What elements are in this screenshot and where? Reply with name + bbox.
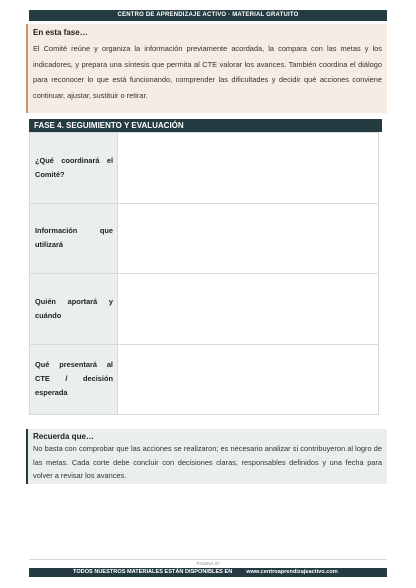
intro-text: El Comité reúne y organiza la información previamente acordada, la compara con las metas y los indicadores, y prepara una síntesis que permita al CTE valorar los avances. También coordina el diálogo para reconocer lo que está funcionando, comprender las dificultades y decidir qué acciones conviene continuar, ajustar, sustituir o retirar. [33,44,382,100]
table-row [30,203,379,274]
row-answer-cell[interactable] [118,274,379,345]
phase-table [29,132,379,415]
row-question: Quién aportará y cuándo [30,274,118,345]
recuerda-title: Recuerda que… [33,432,94,441]
table-row [30,274,379,345]
intro-title: En esta fase… [33,28,88,37]
recuerda-box [26,429,387,484]
phase-title: FASE 4. SEGUIMIENTO Y EVALUACIÓN [29,119,382,132]
footer-link[interactable]: www.centroaprendizajeactivo.com [246,569,338,575]
row-question: Información que utilizará [30,203,118,274]
intro-box [26,24,387,113]
row-question: ¿Qué coordinará el Comité? [30,133,118,204]
recuerda-text: No basta con comprobar que las acciones se realizaron; es necesario analizar si contribuyeron al logro de las metas. Cada corte debe concluir con decisiones claras, responsables definidos y una fecha para volver a revisar los avances. [33,444,382,480]
footer-text: TODOS NUESTROS MATERIALES ESTÁN DISPONIBLES EN [73,569,233,575]
row-question: Qué presentará al CTE / decisión esperada [30,344,118,415]
row-answer-cell[interactable] [118,133,379,204]
table-row [30,344,379,415]
top-banner: CENTRO DE APRENDIZAJE ACTIVO · MATERIAL GRATUITO [29,10,387,21]
page-number: PÁGINA 37 [196,561,220,566]
bottom-banner [29,568,387,577]
row-answer-cell[interactable] [118,344,379,415]
row-answer-cell[interactable] [118,203,379,274]
footer-divider [29,559,387,560]
table-row [30,133,379,204]
